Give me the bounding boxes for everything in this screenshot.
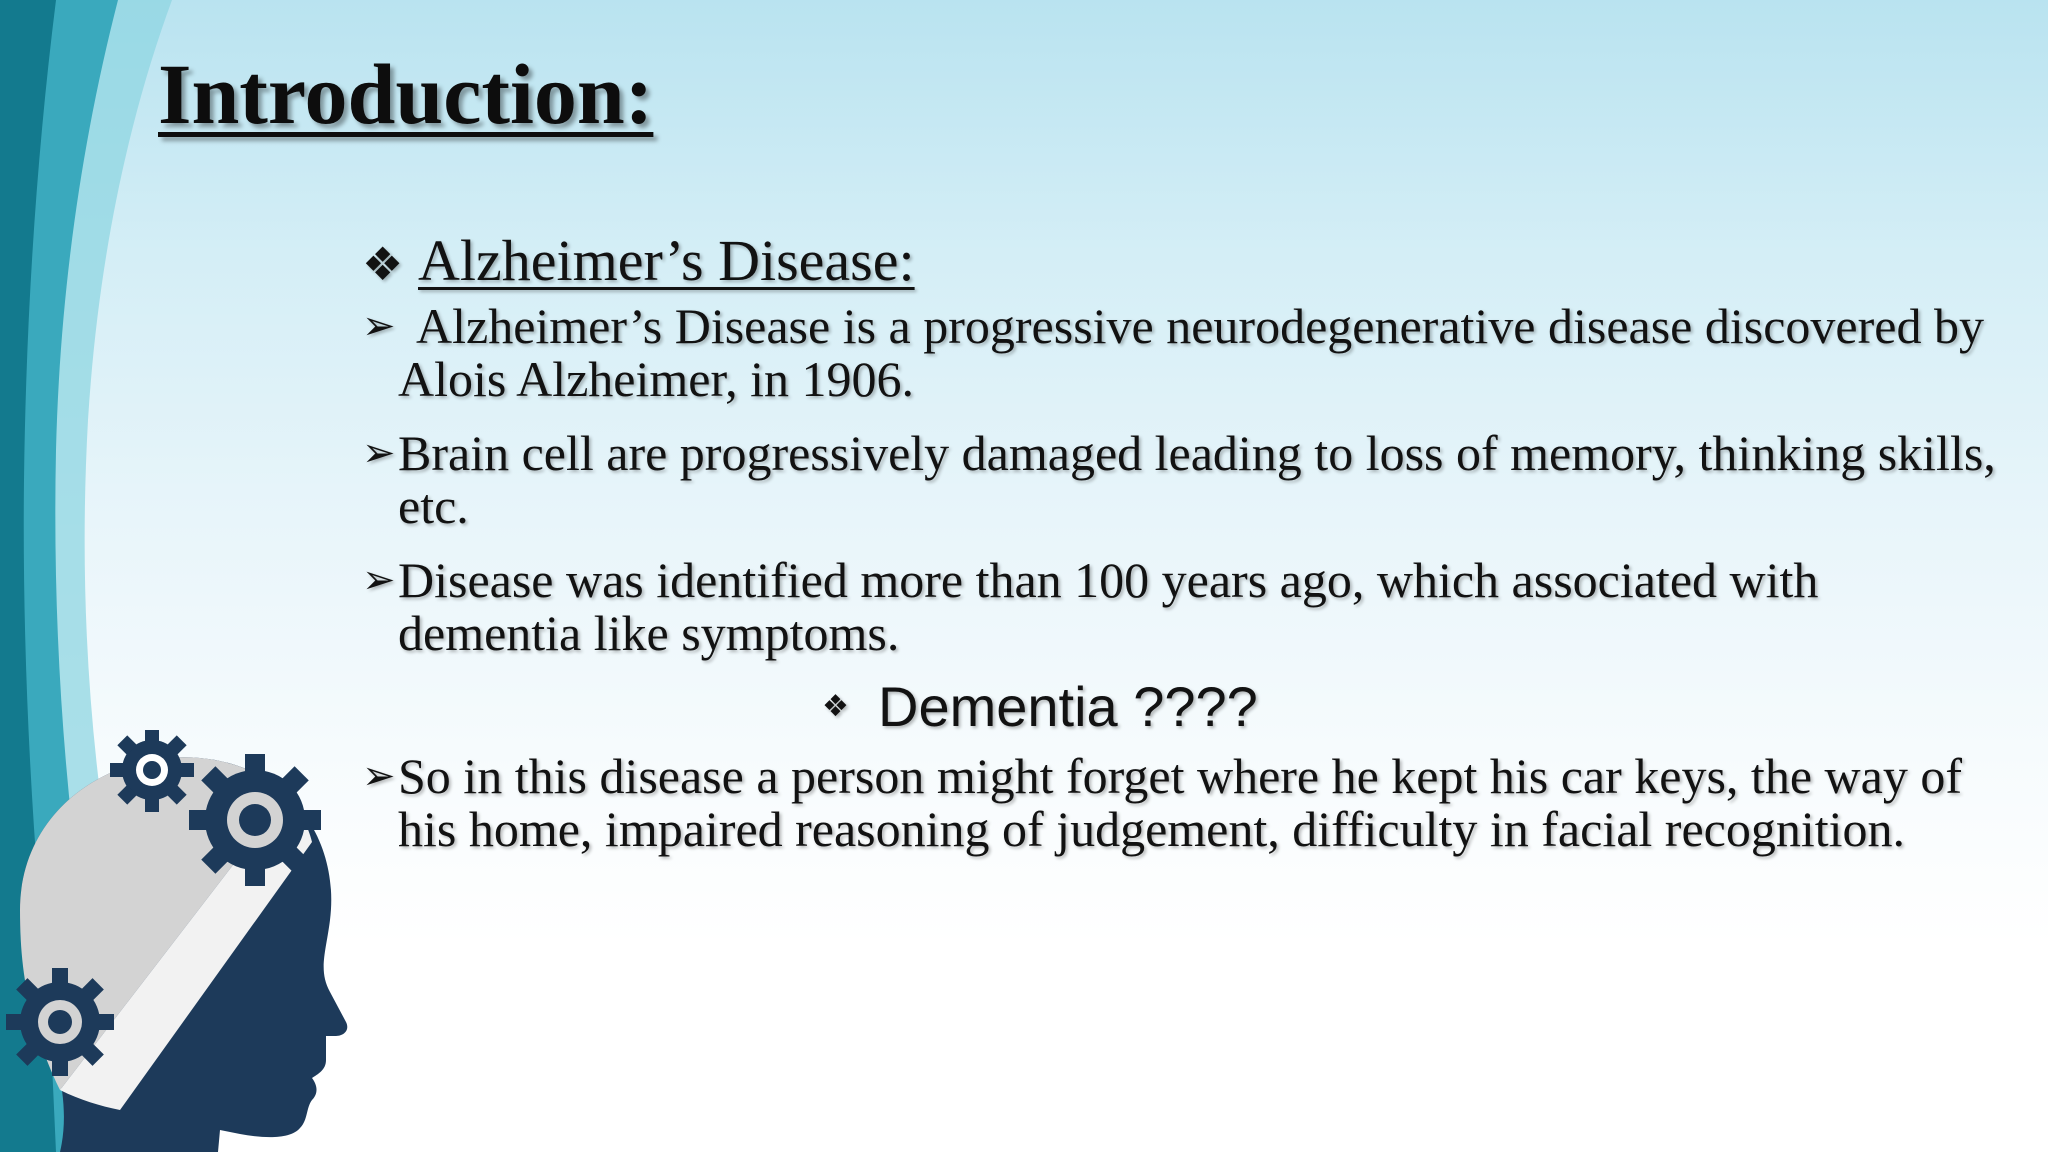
list-item-text: So in this disease a person might forget where he kept his car keys, the way of his home, impaired reasoning of judgement, difficulty in facial recognition. — [398, 748, 1962, 857]
sub-point-text: Dementia ???? — [878, 674, 1258, 738]
diamond-bullet-icon: ❖ — [362, 239, 404, 290]
section-heading — [362, 222, 2002, 300]
arrow-bullet-icon: ➢ — [362, 753, 396, 799]
section-heading-text: Alzheimer’s Disease: — [418, 228, 915, 293]
gear-bottom-icon — [6, 968, 114, 1076]
sub-point — [822, 671, 2002, 741]
list-item — [362, 427, 2002, 533]
diamond-bullet-icon: ❖ — [822, 688, 849, 724]
gear-small-icon — [110, 730, 194, 812]
slide-title: Introduction: — [158, 46, 654, 142]
head-with-gears-icon — [0, 730, 360, 1152]
list-item — [362, 554, 2002, 660]
arrow-bullet-icon: ➢ — [362, 303, 396, 349]
arrow-bullet-icon: ➢ — [362, 430, 396, 476]
list-item-text: Disease was identified more than 100 years ago, which associated with dementia like symptoms. — [398, 552, 1819, 661]
list-item-text: Brain cell are progressively damaged leading to loss of memory, thinking skills, etc. — [398, 425, 1996, 534]
list-item-text: Alzheimer’s Disease is a progressive neurodegenerative disease discovered by Alois Alzheimer, in 1906. — [398, 298, 1984, 407]
slide-content — [362, 222, 2002, 877]
bullet-list — [362, 750, 2002, 856]
bullet-list — [362, 300, 2002, 660]
list-item — [362, 300, 2002, 406]
gear-large-icon — [189, 754, 321, 886]
arrow-bullet-icon: ➢ — [362, 557, 396, 603]
list-item — [362, 750, 2002, 856]
